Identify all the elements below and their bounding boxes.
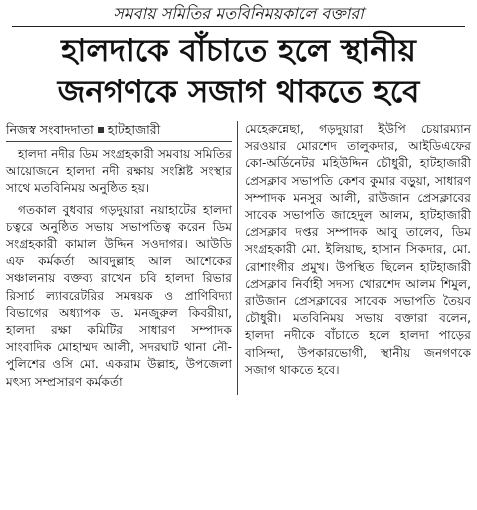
- paragraph-1: হালদা নদীর ডিম সংগ্রহকারী সমবায় সমিতির আয়োজনে হালদা নদী রক্ষায় সংশ্লিষ্ট সংস্থার সাথে মতবিনিময় অনুষ্ঠিত হয়।: [6, 147, 232, 196]
- headline-line-2: জনগণকে সজাগ থাকতে হবে: [57, 74, 420, 110]
- byline-location: হাটহাজারী: [107, 122, 161, 137]
- byline-reporter: নিজস্ব সংবাদদাতা: [6, 122, 94, 137]
- square-bullet-icon: [98, 127, 104, 133]
- headline-line-1: হালদাকে বাঁচাতে হলে স্থানীয়: [61, 33, 416, 69]
- column-right: [238, 121, 471, 395]
- article-columns: [6, 121, 471, 395]
- headline: [6, 31, 471, 113]
- kicker: সমবায় সমিতির মতবিনিময়কালে বক্তারা: [12, 4, 465, 27]
- byline: [6, 121, 232, 142]
- paragraph-3: মেহেরুন্নেছা, গড়দুয়ারা ইউপি চেয়ারম্যান সরওয়ার মোরশেদ তালুকদার, আইডিএফের কো-অর্ডিনেটর মহিউদ্দিন চৌধুরী, হাটহাজারী প্রেসক্লাব সভাপতি কেশব কুমার বড়ুয়া, সাধারণ সম্পাদক মনসুর আলী, রাউজান প্রেসক্লাবের সাবেক সভাপতি জাহেদুল আলম, হাটহাজারী প্রেসক্লাব দপ্তর সম্পাদক আবু তালেব, ডিম সংগ্রহকারী মো. ইলিয়াছ, হাসান সিকদার, মো. রোশাংগীর প্রমুখ। উপস্থিত ছিলেন হাটহাজারী প্রেসক্লাব নির্বাহী সদস্য খোরশেদ আলম শিমুল, রাউজান প্রেসক্লাবের সাবেক সভাপতি তৈয়ব চৌধুরী। মতবিনিময় সভায় বক্তারা বলেন, হালদা নদীকে বাঁচাতে হলে হালদা পাড়ের বাসিন্দা, উপকারভোগী, স্থানীয় জনগণকে সজাগ থাকতে হবে।: [245, 122, 471, 377]
- paragraph-2: গতকাল বুধবার গড়দুয়ারা নয়াহাটের হালদা চত্বরে অনুষ্ঠিত সভায় সভাপতিত্ব করেন ডিম সংগ্রহকারী কামাল উদ্দিন সওদাগর। আউডি এফ কর্মকর্তা আবদুল্লাহ আল আশেকের সঞ্চালনায় বক্তব্য রাখেন চবি হালদা রিভার রিসার্চ ল্যাবরেটরির সমন্বয়ক ও প্রাণিবিদ্যা বিভাগের অধ্যাপক ড. মনজুরুল কিবরীয়া, হালদা রক্ষা কমিটির সাধারণ সম্পাদক সাংবাদিক মোহাম্মদ আলী, সদরঘাট থানা নৌ-পুলিশের ওসি মো. একরাম উল্লাহ, উপজেলা মৎস্য সম্প্রসারণ কর্মকর্তা: [6, 202, 232, 389]
- column-left: [6, 121, 237, 395]
